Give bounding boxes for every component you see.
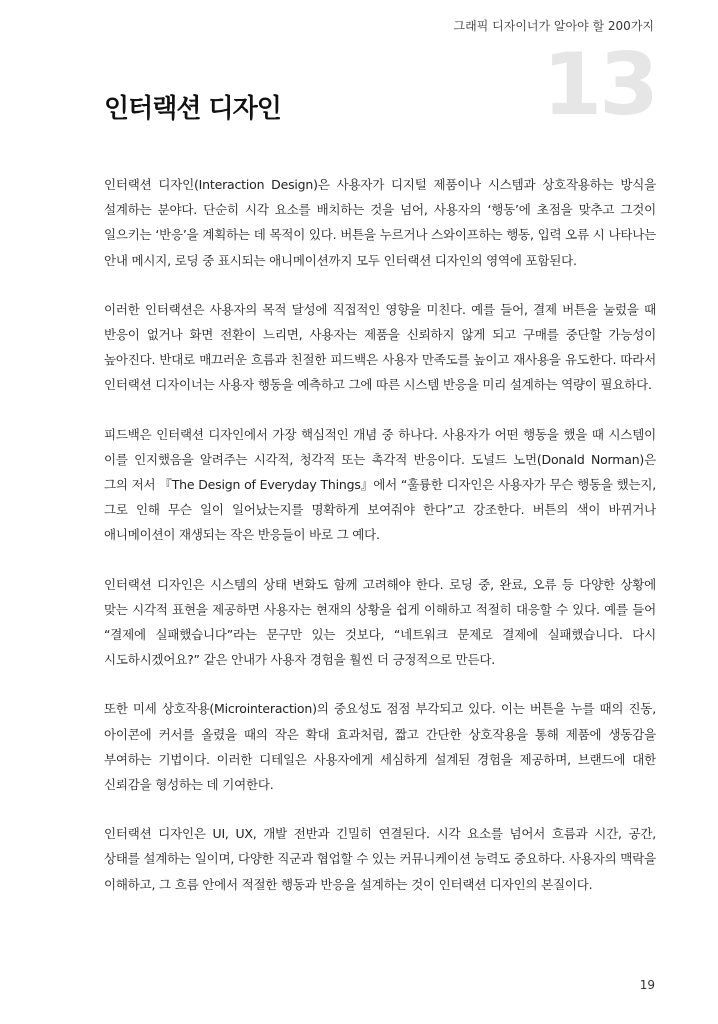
paragraph: 인터랙션 디자인은 UI, UX, 개발 전반과 긴밀히 연결된다. 시각 요소를 넘어서 흐름과 시간, 공간, 상태를 설계하는 일이며, 다양한 직군과 협업할 수 있는 커뮤니케이션 능력도 중요하다. 사용자의 맥락을 이해하고, 그 흐름 안에서 적절한 행동과 반응을 설계하는 것이 인터랙션 디자인의 본질이다. <box>104 826 656 892</box>
paragraph: 인터랙션 디자인(Interaction Design)은 사용자가 디지털 제품이나 시스템과 상호작용하는 방식을 설계하는 분야다. 단순히 시각 요소를 배치하는 것을 넘어, 사용자의 ‘행동’에 초점을 맞추고 그것이 일으키는 ‘반응’을 계획하는 데 목적이 있다. 버튼을 누르거나 스와이프하는 행동, 입력 오류 시 나타나는 안내 메시지, 로딩 중 표시되는 애니메이션까지 모두 인터랙션 디자인의 영역에 포함된다. <box>104 177 656 268</box>
body-text <box>104 172 656 921</box>
page-title: 인터랙션 디자인 <box>104 94 281 124</box>
paragraph: 이러한 인터랙션은 사용자의 목적 달성에 직접적인 영향을 미친다. 예를 들어, 결제 버튼을 눌렀을 때 반응이 없거나 화면 전환이 느리면, 사용자는 제품을 신뢰하지 않게 되고 구매를 중단할 가능성이 높아진다. 반대로 매끄러운 흐름과 친절한 피드백은 사용자 만족도를 높이고 재사용을 유도한다. 따라서 인터랙션 디자이너는 사용자 행동을 예측하고 그에 따른 시스템 반응을 미리 설계하는 역량이 필요하다. <box>104 301 656 393</box>
page-number: 19 <box>639 978 655 992</box>
chapter-number: 13 <box>542 35 656 135</box>
running-header: 그래픽 디자이너가 알아야 할 200가지 <box>453 19 654 33</box>
paragraph: 또한 미세 상호작용(Microinteraction)의 중요성도 점점 부각되고 있다. 이는 버튼을 누를 때의 진동, 아이콘에 커서를 올렸을 때의 작은 확대 효과처럼, 짧고 간단한 상호작용을 통해 제품에 생동감을 부여하는 기법이다. 이러한 디테일은 사용자에게 세심하게 설계된 경험을 제공하며, 브랜드에 대한 신뢰감을 형성하는 데 기여한다. <box>104 701 656 793</box>
paragraph: 피드백은 인터랙션 디자인에서 가장 핵심적인 개념 중 하나다. 사용자가 어떤 행동을 했을 때 시스템이 이를 인지했음을 알려주는 시각적, 청각적 또는 촉각적 반응이다. 도널드 노먼(Donald Norman)은 그의 저서 『The Design of Everyday Things』에서 “훌륭한 디자인은 사용자가 무슨 행동을 했는지, 그로 인해 무슨 일이 일어났는지를 명확하게 보여줘야 한다”고 강조한다. 버튼의 색이 바뀌거나 애니메이션이 재생되는 작은 반응들이 바로 그 예다. <box>104 426 656 543</box>
paragraph: 인터랙션 디자인은 시스템의 상태 변화도 함께 고려해야 한다. 로딩 중, 완료, 오류 등 다양한 상황에 맞는 시각적 표현을 제공하면 사용자는 현재의 상황을 쉽게 이해하고 적절히 대응할 수 있다. 예를 들어 “결제에 실패했습니다”라는 문구만 있는 것보다, “네트워크 문제로 결제에 실패했습니다. 다시 시도하시겠어요?” 같은 안내가 사용자 경험을 훨씬 더 긍정적으로 만든다. <box>104 576 656 668</box>
